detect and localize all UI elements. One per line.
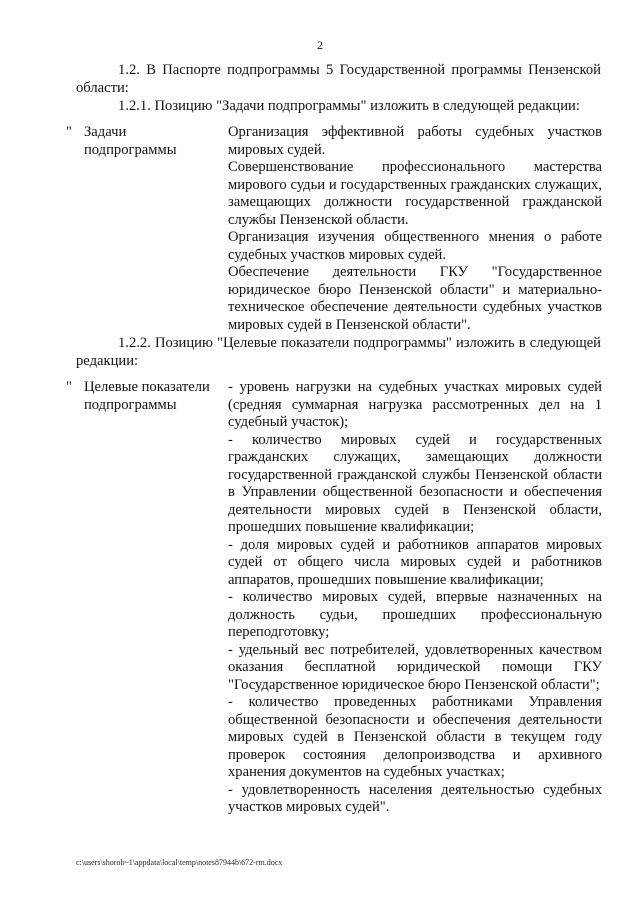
indicator-item: - количество мировых судей и государственных гражданских служащих, замещающих должности государственной гражданской службы Пензенской области в Управлении общественной безопасности и обеспечения деятельности мировых судей в Пензенской области, прошедших повышение квалификации; [228,431,602,535]
task-item: Обеспечение деятельности ГКУ "Государственное юридическое бюро Пензенской области" и материально-техническое обеспечение деятельности судебных участков мировых судей в Пензенской области". [228,264,602,333]
task-item: Совершенствование профессионального мастерства мирового судьи и государственных гражданских служащих, замещающих должности государственной гражданской службы Пензенской области. [228,159,602,228]
page-number: 2 [317,38,323,52]
indicators-label: Целевые показатели подпрограммы [84,379,210,413]
section-1-2: 1.2. В Паспорте подпрограммы 5 Государственной программы Пензенской области: [76,62,601,96]
open-quote: " [66,124,72,140]
indicator-item: - количество проведенных работниками Управления общественной безопасности и обеспечения деятельности мировых судей в Пензенской области в текущем году проверок состояния делопроизводства и архивного хранения документов на судебных участках; [228,694,602,780]
indicator-item: - уровень нагрузки на судебных участках мировых судей (средняя суммарная нагрузка рассмотренных дел на 1 судебный участок); [228,379,602,430]
indicators-values [228,379,602,817]
section-1-2-2: 1.2.2. Позицию "Целевые показатели подпрограммы" изложить в следующей редакции: [76,335,601,369]
tasks-label: Задачи подпрограммы [84,124,177,158]
indicator-item: - количество мировых судей, впервые назначенных на должность судьи, прошедших профессиональную переподготовку; [228,589,602,640]
indicator-item: - удовлетворенность населения деятельностью судебных участков мировых судей". [228,781,602,815]
task-item: Организация эффективной работы судебных участков мировых судей. [228,124,602,158]
indicator-item: - удельный вес потребителей, удовлетворенных качеством оказания бесплатной юридической помощи ГКУ "Государственное юридическое бюро Пензенской области"; [228,641,602,693]
section-1-2-1: 1.2.1. Позицию "Задачи подпрограммы" изложить в следующей редакции: [118,98,580,114]
task-item: Организация изучения общественного мнения о работе судебных участков мировых судей. [228,229,602,263]
open-quote: " [66,379,72,395]
footer-file-path: c:\users\shorob~1\appdata\local\temp\notes87944b\672-rm.docx [76,858,283,867]
indicator-item: - доля мировых судей и работников аппаратов мировых судей от общего числа мировых судей и работников аппаратов, прошедших повышение квалификации; [228,536,602,588]
tasks-values [228,124,602,334]
